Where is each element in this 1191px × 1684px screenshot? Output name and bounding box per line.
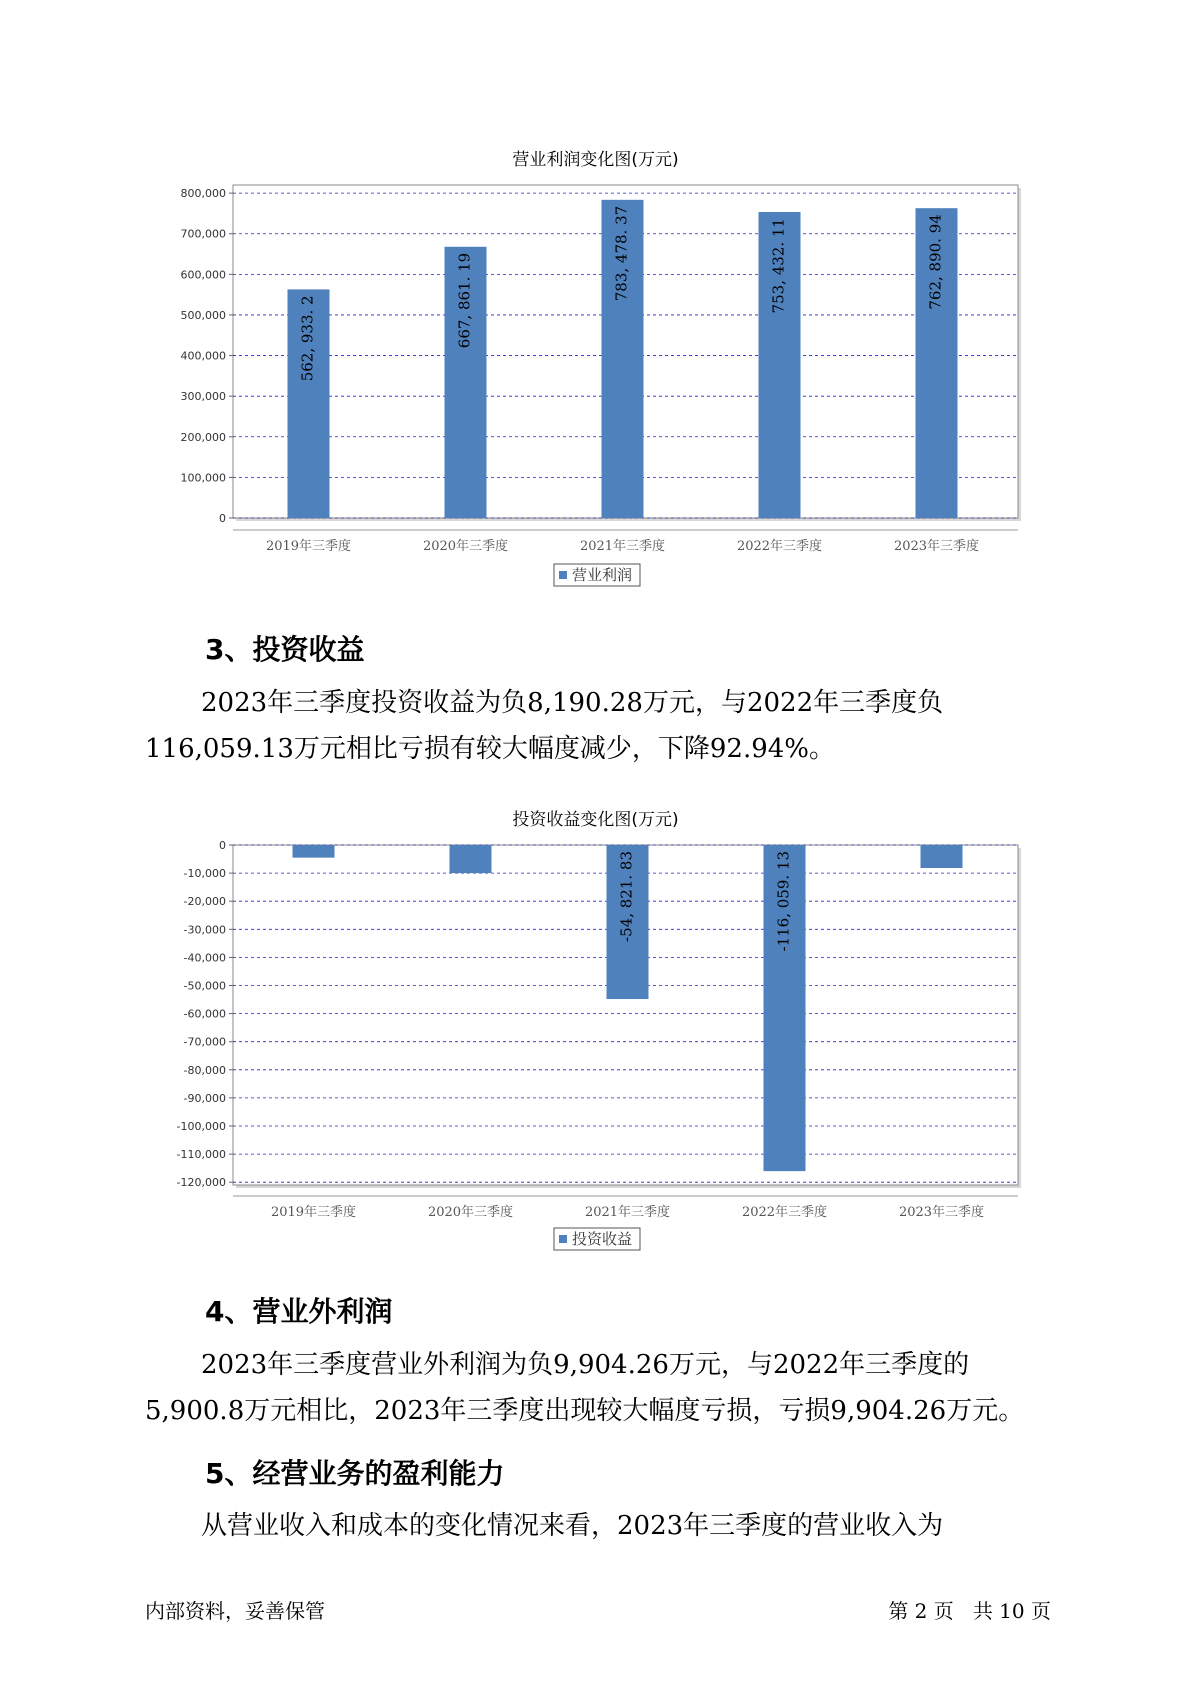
y-tick-label: 800,000 xyxy=(180,187,226,201)
y-tick-label: -60,000 xyxy=(183,1007,226,1021)
section3-heading: 3、投资收益 xyxy=(205,633,365,666)
section3-line2: 116,059.13万元相比亏损有较大幅度减少，下降92.94%。 xyxy=(145,734,836,764)
section3-line1: 2023年三季度投资收益为负8,190.28万元，与2022年三季度负 xyxy=(201,688,944,718)
bar-data-label: 562, 933. 2 xyxy=(298,295,317,382)
y-tick-label: -20,000 xyxy=(183,895,226,909)
y-tick-label: 300,000 xyxy=(180,390,226,404)
bar-data-label: 753, 432. 11 xyxy=(769,218,788,314)
x-category-label: 2022年三季度 xyxy=(741,1205,828,1220)
bar xyxy=(450,845,492,873)
x-category-label: 2021年三季度 xyxy=(584,1205,671,1220)
section5-paragraph xyxy=(145,1503,1065,1549)
footer-confidential: 内部资料，妥善保管 xyxy=(145,1599,325,1623)
bar-data-label: 762, 890. 94 xyxy=(926,214,945,310)
y-tick-label: -40,000 xyxy=(183,951,226,965)
x-category-label: 2020年三季度 xyxy=(422,539,509,554)
x-category-label: 2019年三季度 xyxy=(270,1205,357,1220)
legend-label: 投资收益 xyxy=(572,1230,633,1248)
x-category-label: 2022年三季度 xyxy=(736,539,823,554)
x-category-label: 2020年三季度 xyxy=(427,1205,514,1220)
section5-line1: 从营业收入和成本的变化情况来看，2023年三季度的营业收入为 xyxy=(201,1511,944,1541)
footer-page-number: 第 2 页 共 10 页 xyxy=(888,1599,1051,1623)
y-tick-label: -30,000 xyxy=(183,923,226,937)
bar-data-label: -54, 821. 83 xyxy=(617,851,636,942)
y-tick-label: -110,000 xyxy=(176,1148,226,1162)
section4-heading: 4、营业外利润 xyxy=(205,1295,393,1328)
y-tick-label: -90,000 xyxy=(183,1091,226,1105)
x-category-label: 2019年三季度 xyxy=(265,539,352,554)
chart2-title: 投资收益变化图(万元) xyxy=(512,810,679,830)
bar xyxy=(921,845,963,868)
y-tick-label: 600,000 xyxy=(180,268,226,282)
bar-data-label: -116, 059. 13 xyxy=(774,851,793,952)
section4-line2: 5,900.8万元相比，2023年三季度出现较大幅度亏损，亏损9,904.26万元。 xyxy=(145,1396,1025,1426)
y-tick-label: 400,000 xyxy=(180,349,226,363)
y-tick-label: 200,000 xyxy=(180,430,226,444)
x-category-label: 2021年三季度 xyxy=(579,539,666,554)
y-tick-label: -10,000 xyxy=(183,867,226,881)
y-tick-label: -80,000 xyxy=(183,1063,226,1077)
legend xyxy=(554,1228,640,1250)
y-tick-label: -50,000 xyxy=(183,979,226,993)
y-tick-label: 100,000 xyxy=(180,471,226,485)
y-tick-label: 700,000 xyxy=(180,227,226,241)
bar xyxy=(293,845,335,858)
y-tick-label: -70,000 xyxy=(183,1035,226,1049)
x-category-label: 2023年三季度 xyxy=(893,539,980,554)
section5-heading: 5、经营业务的盈利能力 xyxy=(205,1457,505,1490)
section4-paragraph xyxy=(145,1342,1065,1434)
x-category-label: 2023年三季度 xyxy=(898,1205,985,1220)
y-tick-label: -120,000 xyxy=(176,1176,226,1190)
y-tick-label: -100,000 xyxy=(176,1119,226,1133)
legend-label: 营业利润 xyxy=(572,566,633,584)
y-tick-label: 500,000 xyxy=(180,308,226,322)
section4-line1: 2023年三季度营业外利润为负9,904.26万元，与2022年三季度的 xyxy=(201,1350,970,1380)
y-tick-label: 0 xyxy=(219,512,226,525)
chart1-title: 营业利润变化图(万元) xyxy=(512,150,679,170)
bar-data-label: 783, 478. 37 xyxy=(612,205,631,302)
legend-swatch xyxy=(559,1235,567,1243)
y-tick-label: 0 xyxy=(219,839,226,852)
bar-data-label: 667, 861. 19 xyxy=(455,252,474,349)
